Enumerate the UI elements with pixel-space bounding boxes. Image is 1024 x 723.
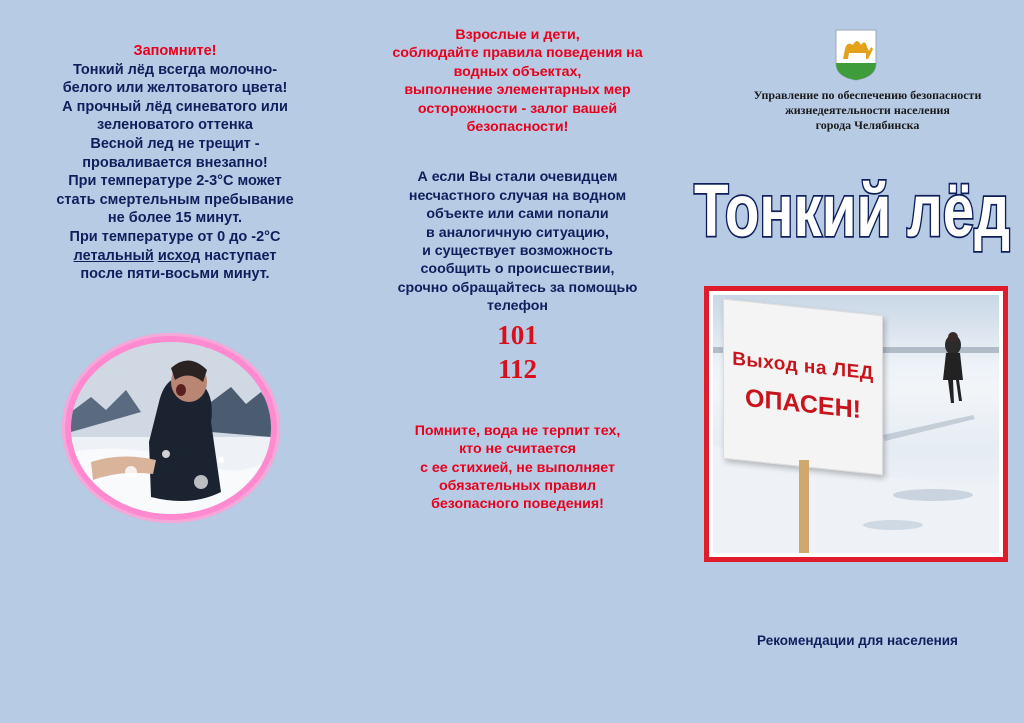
ice-accident-photo xyxy=(62,333,280,523)
memo-line: Тонкий лёд всегда молочно- xyxy=(72,61,278,78)
memo-line: после пяти-восьми минут. xyxy=(80,266,270,283)
warning-line: кто не считается xyxy=(459,441,576,458)
memo-line: белого или желтоватого цвета! xyxy=(62,80,288,97)
memo-line: А прочный лёд синеватого или xyxy=(62,98,288,115)
rules-column xyxy=(360,26,675,514)
memo-line: зеленоватого оттенка xyxy=(97,117,253,134)
memo-column xyxy=(30,42,320,284)
org-line: Управление по обеспечению безопасности xyxy=(753,88,982,102)
memo-line: При температуре 2-3°С может xyxy=(68,173,282,190)
sign-post xyxy=(799,460,809,553)
sign-text-exit-on-ice: Выход на ЛЕД xyxy=(732,348,874,385)
brochure-title xyxy=(690,148,1015,268)
instruction-line: А если Вы стали очевидцем xyxy=(417,169,618,186)
danger-sign-photo xyxy=(704,286,1008,562)
city-emblem-icon xyxy=(833,27,879,81)
instruction-line: несчастного случая на водном xyxy=(408,187,627,204)
rules-intro-line: водных объектах, xyxy=(453,63,582,80)
memo-line: стать смертельным пребывание xyxy=(56,191,294,208)
rules-intro-line: Взрослые и дети, xyxy=(455,27,580,43)
warning-line: безопасного поведения! xyxy=(431,496,604,513)
instruction-line: и существует возможность xyxy=(422,243,613,260)
instruction-line: сообщить о происшествии, xyxy=(420,261,615,278)
lethal-word: летальный xyxy=(73,247,154,264)
memo-line: Весной лед не трещит - xyxy=(90,135,260,152)
lethal-rest: наступает xyxy=(204,247,277,264)
rules-intro-line: соблюдайте правила поведения на xyxy=(392,45,643,62)
title-text: Тонкий лёд xyxy=(694,169,1010,252)
danger-sign xyxy=(723,299,883,476)
memo-line: проваливается внезапно! xyxy=(82,154,268,171)
sign-text-dangerous: ОПАСЕН! xyxy=(745,383,861,425)
instruction-line: срочно обращайтесь за помощью xyxy=(397,279,638,296)
emergency-instructions xyxy=(360,168,675,315)
org-line: города Челябинска xyxy=(815,118,920,133)
phone-number-101: 101 xyxy=(497,319,538,350)
photo-frame xyxy=(709,291,1003,557)
rules-intro-line: безопасности! xyxy=(466,119,569,136)
memo-heading: Запомните! xyxy=(133,43,217,59)
warning-line: с ее стихией, не выполняет xyxy=(420,459,615,476)
instruction-line: в аналогичную ситуацию, xyxy=(426,224,609,241)
memo-line-lethal xyxy=(30,247,320,266)
org-line: жизнедеятельности населения xyxy=(785,103,950,118)
warning-line: Помните, вода не терпит тех, xyxy=(414,422,621,439)
water-warning xyxy=(360,422,675,514)
rules-intro-line: осторожности - залог вашей xyxy=(417,100,618,117)
phone-number-112: 112 xyxy=(497,353,537,384)
person-in-ice-water-illustration xyxy=(71,342,271,514)
rules-intro xyxy=(360,26,675,136)
instruction-line: объекте или сами попали xyxy=(426,206,609,223)
memo-line: не более 15 минут. xyxy=(107,210,243,227)
outcome-word: исход xyxy=(157,247,201,264)
rules-intro-line: выполнение элементарных мер xyxy=(404,82,631,99)
footer-recommendations: Рекомендации для населения xyxy=(757,633,958,648)
warning-line: обязательных правил xyxy=(439,477,596,494)
instruction-line: телефон xyxy=(486,298,549,315)
snowy-lake-scene xyxy=(713,295,999,553)
organization-name xyxy=(735,88,1000,134)
memo-line: При температуре от 0 до -2°С xyxy=(69,228,281,245)
phone-numbers xyxy=(360,318,675,386)
